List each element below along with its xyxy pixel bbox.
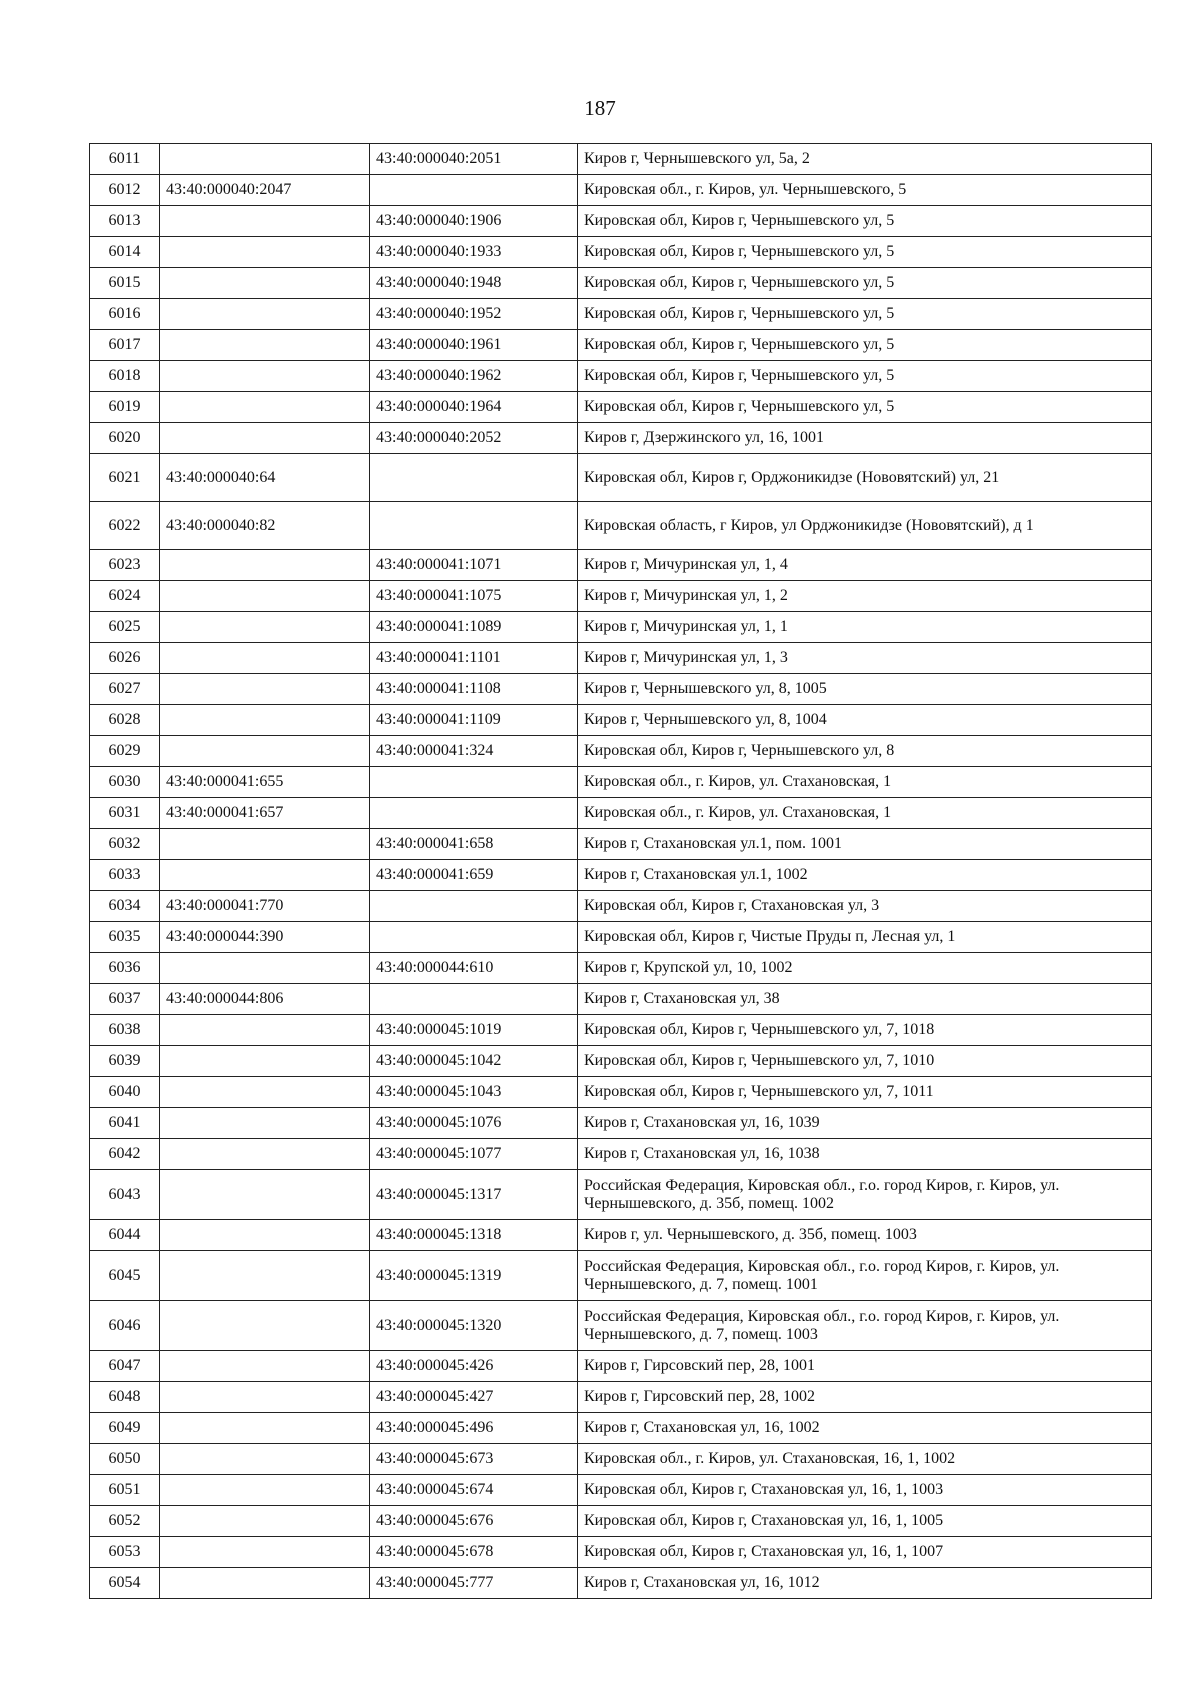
address-cell: Кировская обл, Киров г, Орджоникидзе (Нововятский) ул, 21 xyxy=(578,454,1152,502)
cadastral-number-land xyxy=(160,361,370,392)
cadastral-number-object: 43:40:000040:1952 xyxy=(370,299,578,330)
address-cell: Кировская обл., г. Киров, ул. Чернышевского, 5 xyxy=(578,175,1152,206)
row-number: 6038 xyxy=(90,1015,160,1046)
row-number: 6048 xyxy=(90,1382,160,1413)
row-number: 6022 xyxy=(90,502,160,550)
address-cell: Кировская обл, Киров г, Чернышевского ул, 5 xyxy=(578,237,1152,268)
cadastral-number-object xyxy=(370,454,578,502)
cadastral-number-object: 43:40:000045:1077 xyxy=(370,1139,578,1170)
row-number: 6040 xyxy=(90,1077,160,1108)
cadastral-number-land: 43:40:000040:2047 xyxy=(160,175,370,206)
address-cell: Кировская область, г Киров, ул Орджоникидзе (Нововятский), д 1 xyxy=(578,502,1152,550)
table-row xyxy=(90,953,1152,984)
address-cell: Кировская обл, Киров г, Стахановская ул, 16, 1, 1007 xyxy=(578,1537,1152,1568)
cadastral-number-object xyxy=(370,175,578,206)
cadastral-number-object xyxy=(370,922,578,953)
cadastral-number-land xyxy=(160,1301,370,1351)
cadastral-number-land xyxy=(160,953,370,984)
table-row xyxy=(90,1046,1152,1077)
table-row xyxy=(90,1475,1152,1506)
table-row xyxy=(90,643,1152,674)
table-row xyxy=(90,206,1152,237)
address-cell: Киров г, Чернышевского ул, 5а, 2 xyxy=(578,144,1152,175)
cadastral-number-land xyxy=(160,1506,370,1537)
cadastral-number-land xyxy=(160,829,370,860)
address-cell: Российская Федерация, Кировская обл., г.о. город Киров, г. Киров, ул. Чернышевского, д. 35б, помещ. 1002 xyxy=(578,1170,1152,1220)
table-row xyxy=(90,1413,1152,1444)
address-cell: Кировская обл., г. Киров, ул. Стахановская, 16, 1, 1002 xyxy=(578,1444,1152,1475)
row-number: 6023 xyxy=(90,550,160,581)
row-number: 6011 xyxy=(90,144,160,175)
row-number: 6015 xyxy=(90,268,160,299)
cadastral-number-land: 43:40:000041:655 xyxy=(160,767,370,798)
cadastral-number-land xyxy=(160,1015,370,1046)
address-cell: Кировская обл, Киров г, Чернышевского ул, 8 xyxy=(578,736,1152,767)
cadastral-number-land xyxy=(160,1139,370,1170)
table-row xyxy=(90,299,1152,330)
table-row xyxy=(90,1444,1152,1475)
row-number: 6012 xyxy=(90,175,160,206)
cadastral-number-land xyxy=(160,330,370,361)
table-row xyxy=(90,423,1152,454)
cadastral-number-object: 43:40:000041:1075 xyxy=(370,581,578,612)
table-row xyxy=(90,1077,1152,1108)
cadastral-number-land xyxy=(160,1251,370,1301)
cadastral-number-land xyxy=(160,144,370,175)
address-cell: Кировская обл, Киров г, Чернышевского ул, 5 xyxy=(578,361,1152,392)
row-number: 6027 xyxy=(90,674,160,705)
cadastral-number-object: 43:40:000045:496 xyxy=(370,1413,578,1444)
address-cell: Киров г, Крупской ул, 10, 1002 xyxy=(578,953,1152,984)
cadastral-number-land xyxy=(160,268,370,299)
row-number: 6032 xyxy=(90,829,160,860)
table-row xyxy=(90,1568,1152,1599)
cadastral-number-land xyxy=(160,860,370,891)
cadastral-number-object: 43:40:000045:1042 xyxy=(370,1046,578,1077)
row-number: 6021 xyxy=(90,454,160,502)
cadastral-number-object: 43:40:000045:678 xyxy=(370,1537,578,1568)
cadastral-number-object: 43:40:000041:1109 xyxy=(370,705,578,736)
cadastral-number-object: 43:40:000045:676 xyxy=(370,1506,578,1537)
cadastral-number-object: 43:40:000045:427 xyxy=(370,1382,578,1413)
page-number: 187 xyxy=(584,96,616,120)
cadastral-number-object xyxy=(370,891,578,922)
table-row xyxy=(90,736,1152,767)
cadastral-number-object: 43:40:000041:324 xyxy=(370,736,578,767)
address-cell: Киров г, Гирсовский пер, 28, 1002 xyxy=(578,1382,1152,1413)
row-number: 6014 xyxy=(90,237,160,268)
row-number: 6018 xyxy=(90,361,160,392)
cadastral-number-land xyxy=(160,1077,370,1108)
cadastral-number-object: 43:40:000041:658 xyxy=(370,829,578,860)
address-cell: Российская Федерация, Кировская обл., г.о. город Киров, г. Киров, ул. Чернышевского, д. 7, помещ. 1003 xyxy=(578,1301,1152,1351)
table-row xyxy=(90,581,1152,612)
cadastral-number-land xyxy=(160,643,370,674)
cadastral-number-land xyxy=(160,1351,370,1382)
cadastral-number-object xyxy=(370,502,578,550)
table-row xyxy=(90,767,1152,798)
row-number: 6020 xyxy=(90,423,160,454)
cadastral-number-land: 43:40:000041:770 xyxy=(160,891,370,922)
table-row xyxy=(90,1251,1152,1301)
cadastral-number-object: 43:40:000045:1076 xyxy=(370,1108,578,1139)
table-row xyxy=(90,891,1152,922)
cadastral-number-land: 43:40:000040:64 xyxy=(160,454,370,502)
table-row xyxy=(90,392,1152,423)
address-cell: Кировская обл, Киров г, Чистые Пруды п, Лесная ул, 1 xyxy=(578,922,1152,953)
row-number: 6016 xyxy=(90,299,160,330)
address-cell: Киров г, Мичуринская ул, 1, 1 xyxy=(578,612,1152,643)
address-cell: Кировская обл, Киров г, Чернышевского ул, 7, 1018 xyxy=(578,1015,1152,1046)
address-cell: Киров г, Мичуринская ул, 1, 4 xyxy=(578,550,1152,581)
table-row xyxy=(90,674,1152,705)
cadastral-number-object: 43:40:000041:1101 xyxy=(370,643,578,674)
address-cell: Кировская обл., г. Киров, ул. Стахановская, 1 xyxy=(578,798,1152,829)
row-number: 6024 xyxy=(90,581,160,612)
address-cell: Киров г, Стахановская ул, 16, 1012 xyxy=(578,1568,1152,1599)
cadastral-number-land xyxy=(160,423,370,454)
row-number: 6052 xyxy=(90,1506,160,1537)
table-row xyxy=(90,1108,1152,1139)
cadastral-number-land xyxy=(160,1475,370,1506)
table-row xyxy=(90,1015,1152,1046)
cadastral-number-land xyxy=(160,237,370,268)
row-number: 6046 xyxy=(90,1301,160,1351)
address-cell: Киров г, Стахановская ул, 16, 1038 xyxy=(578,1139,1152,1170)
row-number: 6025 xyxy=(90,612,160,643)
row-number: 6030 xyxy=(90,767,160,798)
address-cell: Киров г, Мичуринская ул, 1, 2 xyxy=(578,581,1152,612)
cadastral-number-object: 43:40:000045:1318 xyxy=(370,1220,578,1251)
cadastral-number-land xyxy=(160,1537,370,1568)
table-row xyxy=(90,1220,1152,1251)
table-row xyxy=(90,705,1152,736)
table-row xyxy=(90,612,1152,643)
row-number: 6035 xyxy=(90,922,160,953)
address-cell: Киров г, Стахановская ул, 16, 1002 xyxy=(578,1413,1152,1444)
row-number: 6045 xyxy=(90,1251,160,1301)
cadastral-number-land: 43:40:000044:390 xyxy=(160,922,370,953)
table-row xyxy=(90,1506,1152,1537)
address-cell: Российская Федерация, Кировская обл., г.о. город Киров, г. Киров, ул. Чернышевского, д. 7, помещ. 1001 xyxy=(578,1251,1152,1301)
table-row xyxy=(90,268,1152,299)
table-row xyxy=(90,829,1152,860)
cadastral-number-object xyxy=(370,767,578,798)
table-row xyxy=(90,237,1152,268)
cadastral-number-object: 43:40:000045:1317 xyxy=(370,1170,578,1220)
address-cell: Кировская обл, Киров г, Чернышевского ул, 5 xyxy=(578,299,1152,330)
address-cell: Кировская обл, Киров г, Чернышевского ул, 7, 1011 xyxy=(578,1077,1152,1108)
cadastral-number-land xyxy=(160,581,370,612)
row-number: 6051 xyxy=(90,1475,160,1506)
table-row xyxy=(90,1301,1152,1351)
cadastral-number-object: 43:40:000045:426 xyxy=(370,1351,578,1382)
cadastral-number-land xyxy=(160,612,370,643)
table-row xyxy=(90,984,1152,1015)
cadastral-number-object: 43:40:000041:1108 xyxy=(370,674,578,705)
cadastral-number-land xyxy=(160,550,370,581)
cadastral-number-object xyxy=(370,984,578,1015)
row-number: 6034 xyxy=(90,891,160,922)
cadastral-number-object: 43:40:000045:1320 xyxy=(370,1301,578,1351)
address-cell: Киров г, Стахановская ул, 16, 1039 xyxy=(578,1108,1152,1139)
address-cell: Кировская обл., г. Киров, ул. Стахановская, 1 xyxy=(578,767,1152,798)
table-row xyxy=(90,860,1152,891)
row-number: 6013 xyxy=(90,206,160,237)
row-number: 6047 xyxy=(90,1351,160,1382)
address-cell: Киров г, ул. Чернышевского, д. 35б, помещ. 1003 xyxy=(578,1220,1152,1251)
row-number: 6049 xyxy=(90,1413,160,1444)
cadastral-number-object: 43:40:000045:777 xyxy=(370,1568,578,1599)
address-cell: Кировская обл, Киров г, Чернышевского ул, 5 xyxy=(578,268,1152,299)
address-cell: Киров г, Стахановская ул, 38 xyxy=(578,984,1152,1015)
cadastral-number-object: 43:40:000040:1962 xyxy=(370,361,578,392)
address-cell: Киров г, Чернышевского ул, 8, 1005 xyxy=(578,674,1152,705)
address-cell: Киров г, Мичуринская ул, 1, 3 xyxy=(578,643,1152,674)
row-number: 6019 xyxy=(90,392,160,423)
table-row xyxy=(90,454,1152,502)
cadastral-number-land xyxy=(160,1413,370,1444)
address-cell: Киров г, Стахановская ул.1, пом. 1001 xyxy=(578,829,1152,860)
cadastral-number-object: 43:40:000041:1071 xyxy=(370,550,578,581)
table-row xyxy=(90,144,1152,175)
table-row xyxy=(90,330,1152,361)
table-row xyxy=(90,798,1152,829)
table-row xyxy=(90,922,1152,953)
cadastral-number-object: 43:40:000044:610 xyxy=(370,953,578,984)
cadastral-number-land xyxy=(160,1382,370,1413)
cadastral-number-object: 43:40:000045:1019 xyxy=(370,1015,578,1046)
cadastral-number-land xyxy=(160,1444,370,1475)
cadastral-number-object: 43:40:000045:673 xyxy=(370,1444,578,1475)
table-row xyxy=(90,550,1152,581)
cadastral-number-object: 43:40:000040:2052 xyxy=(370,423,578,454)
cadastral-number-object: 43:40:000041:1089 xyxy=(370,612,578,643)
address-cell: Кировская обл, Киров г, Стахановская ул, 3 xyxy=(578,891,1152,922)
table-row xyxy=(90,1170,1152,1220)
cadastral-number-land xyxy=(160,705,370,736)
address-cell: Кировская обл, Киров г, Чернышевского ул, 7, 1010 xyxy=(578,1046,1152,1077)
address-cell: Кировская обл, Киров г, Чернышевского ул, 5 xyxy=(578,330,1152,361)
address-cell: Кировская обл, Киров г, Чернышевского ул, 5 xyxy=(578,206,1152,237)
table-row xyxy=(90,175,1152,206)
cadastral-number-land: 43:40:000041:657 xyxy=(160,798,370,829)
cadastral-number-land xyxy=(160,1170,370,1220)
cadastral-number-object: 43:40:000040:2051 xyxy=(370,144,578,175)
cadastral-number-land xyxy=(160,206,370,237)
row-number: 6031 xyxy=(90,798,160,829)
cadastral-number-object: 43:40:000045:1043 xyxy=(370,1077,578,1108)
cadastral-number-object: 43:40:000040:1906 xyxy=(370,206,578,237)
row-number: 6029 xyxy=(90,736,160,767)
cadastral-number-land xyxy=(160,1568,370,1599)
address-cell: Киров г, Стахановская ул.1, 1002 xyxy=(578,860,1152,891)
row-number: 6039 xyxy=(90,1046,160,1077)
cadastral-number-land: 43:40:000040:82 xyxy=(160,502,370,550)
row-number: 6042 xyxy=(90,1139,160,1170)
cadastral-number-object xyxy=(370,798,578,829)
cadastral-number-object: 43:40:000045:1319 xyxy=(370,1251,578,1301)
cadastral-number-object: 43:40:000040:1964 xyxy=(370,392,578,423)
row-number: 6028 xyxy=(90,705,160,736)
address-cell: Кировская обл, Киров г, Чернышевского ул, 5 xyxy=(578,392,1152,423)
cadastral-number-land xyxy=(160,299,370,330)
row-number: 6043 xyxy=(90,1170,160,1220)
row-number: 6036 xyxy=(90,953,160,984)
row-number: 6041 xyxy=(90,1108,160,1139)
table-row xyxy=(90,361,1152,392)
cadastral-number-object: 43:40:000040:1961 xyxy=(370,330,578,361)
address-cell: Кировская обл, Киров г, Стахановская ул, 16, 1, 1003 xyxy=(578,1475,1152,1506)
cadastral-number-object: 43:40:000045:674 xyxy=(370,1475,578,1506)
table-row xyxy=(90,1382,1152,1413)
table-row xyxy=(90,502,1152,550)
address-cell: Киров г, Дзержинского ул, 16, 1001 xyxy=(578,423,1152,454)
table-row xyxy=(90,1537,1152,1568)
cadastral-number-land: 43:40:000044:806 xyxy=(160,984,370,1015)
cadastral-number-object: 43:40:000041:659 xyxy=(370,860,578,891)
address-cell: Киров г, Гирсовский пер, 28, 1001 xyxy=(578,1351,1152,1382)
cadastral-number-land xyxy=(160,736,370,767)
row-number: 6053 xyxy=(90,1537,160,1568)
cadastral-number-object: 43:40:000040:1948 xyxy=(370,268,578,299)
property-register-table xyxy=(89,143,1152,1599)
address-cell: Кировская обл, Киров г, Стахановская ул, 16, 1, 1005 xyxy=(578,1506,1152,1537)
row-number: 6017 xyxy=(90,330,160,361)
row-number: 6044 xyxy=(90,1220,160,1251)
row-number: 6054 xyxy=(90,1568,160,1599)
address-cell: Киров г, Чернышевского ул, 8, 1004 xyxy=(578,705,1152,736)
row-number: 6037 xyxy=(90,984,160,1015)
cadastral-number-land xyxy=(160,1220,370,1251)
cadastral-number-land xyxy=(160,392,370,423)
row-number: 6050 xyxy=(90,1444,160,1475)
cadastral-number-land xyxy=(160,674,370,705)
cadastral-number-land xyxy=(160,1108,370,1139)
table-row xyxy=(90,1139,1152,1170)
register-body xyxy=(90,144,1152,1599)
row-number: 6033 xyxy=(90,860,160,891)
cadastral-number-object: 43:40:000040:1933 xyxy=(370,237,578,268)
table-row xyxy=(90,1351,1152,1382)
row-number: 6026 xyxy=(90,643,160,674)
cadastral-number-land xyxy=(160,1046,370,1077)
